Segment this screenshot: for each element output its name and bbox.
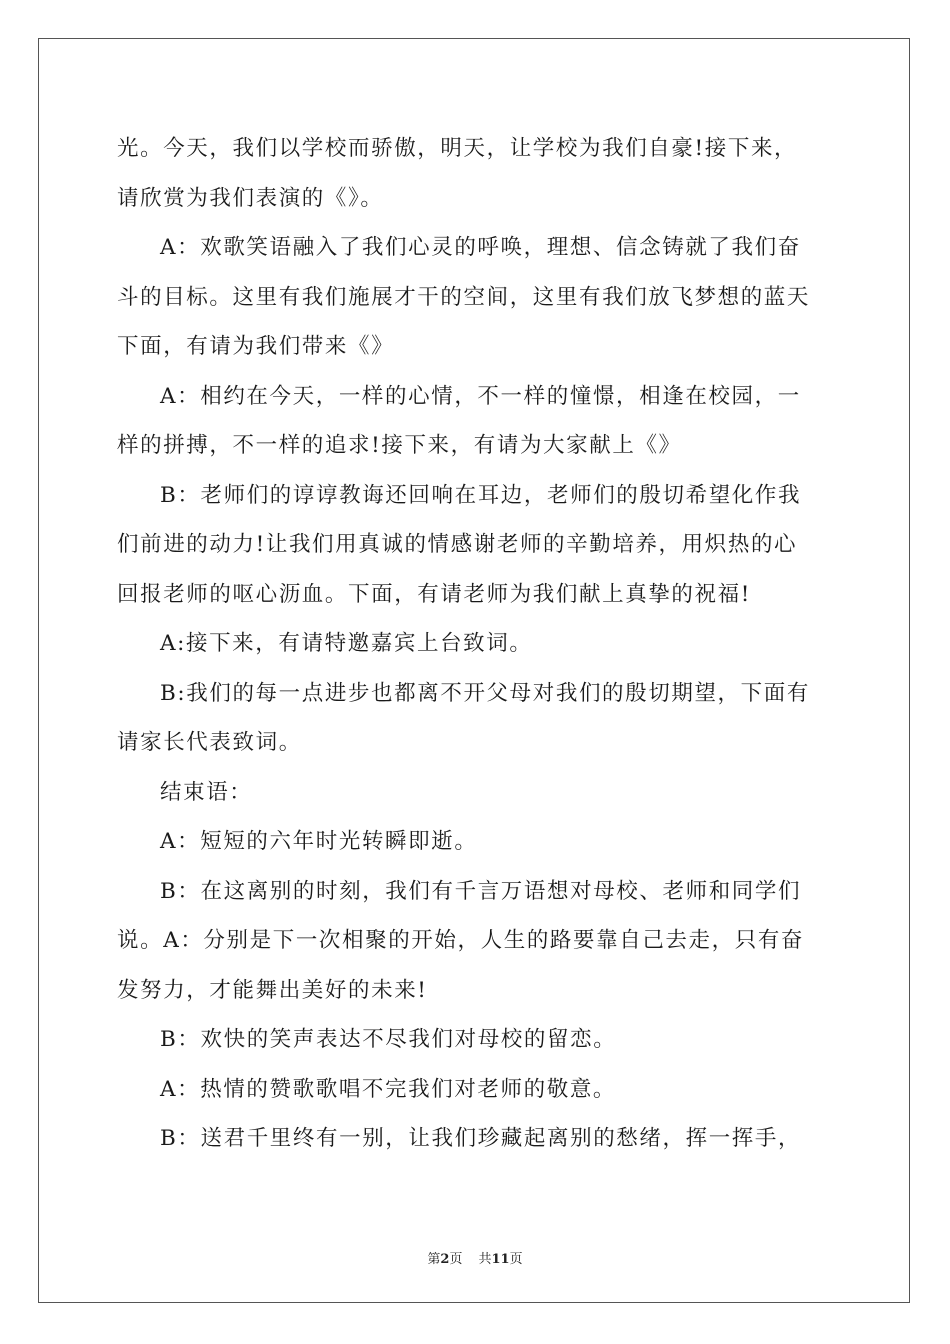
text-line: B：送君千里终有一别，让我们珍藏起离别的愁绪，挥一挥手， xyxy=(160,1126,802,1151)
text-line: B:我们的每一点进步也都离不开父母对我们的殷切期望，下面有 xyxy=(160,680,810,706)
footer-total-suffix: 页 xyxy=(509,1252,523,1267)
footer-page-number: 2 xyxy=(440,1252,450,1267)
text-line: 斗的目标。这里有我们施展才干的空间，这里有我们放飞梦想的蓝天 xyxy=(117,284,811,310)
text-line: 说。A：分别是下一次相聚的开始，人生的路要靠自己去走，只有奋 xyxy=(117,928,805,953)
text-line: 请欣赏为我们表演的《》。 xyxy=(117,185,384,211)
text-line: 回报老师的呕心沥血。下面，有请老师为我们献上真挚的祝福! xyxy=(117,581,751,607)
text-line: 下面，有请为我们带来《》 xyxy=(117,334,395,359)
text-line: A：相约在今天，一样的心情，不一样的憧憬，相逢在校园，一 xyxy=(160,383,801,409)
text-line: B：在这离别的时刻，我们有千言万语想对母校、老师和同学们 xyxy=(160,878,802,904)
page-footer xyxy=(0,1248,950,1267)
footer-page-prefix: 第 xyxy=(427,1252,441,1267)
text-line: 光。今天，我们以学校而骄傲，明天，让学校为我们自豪!接下来， xyxy=(117,136,798,161)
text-line: A：短短的六年时光转瞬即逝。 xyxy=(160,829,478,854)
text-line: B：老师们的谆谆教诲还回响在耳边，老师们的殷切希望化作我 xyxy=(160,482,802,508)
text-line: B：欢快的笑声表达不尽我们对母校的留恋。 xyxy=(160,1027,617,1052)
text-line: 样的拼搏，不一样的追求!接下来，有请为大家献上《》 xyxy=(117,433,682,458)
text-line: A：热情的赞歌歌唱不完我们对老师的敬意。 xyxy=(160,1076,617,1102)
text-line: 们前进的动力!让我们用真诚的情感谢老师的辛勤培养，用炽热的心 xyxy=(117,532,798,557)
text-line: A：欢歌笑语融入了我们心灵的呼唤，理想、信念铸就了我们奋 xyxy=(160,235,801,260)
document-body xyxy=(117,124,833,1164)
text-line: A:接下来，有请特邀嘉宾上台致词。 xyxy=(160,631,533,656)
text-line: 发努力，才能舞出美好的未来! xyxy=(117,977,428,1003)
footer-page-suffix: 页 xyxy=(449,1252,463,1267)
footer-total-prefix: 共 xyxy=(478,1252,492,1267)
footer-total-pages: 11 xyxy=(491,1252,510,1267)
text-line: 结束语： xyxy=(160,779,253,805)
text-line: 请家长代表致词。 xyxy=(117,730,302,755)
